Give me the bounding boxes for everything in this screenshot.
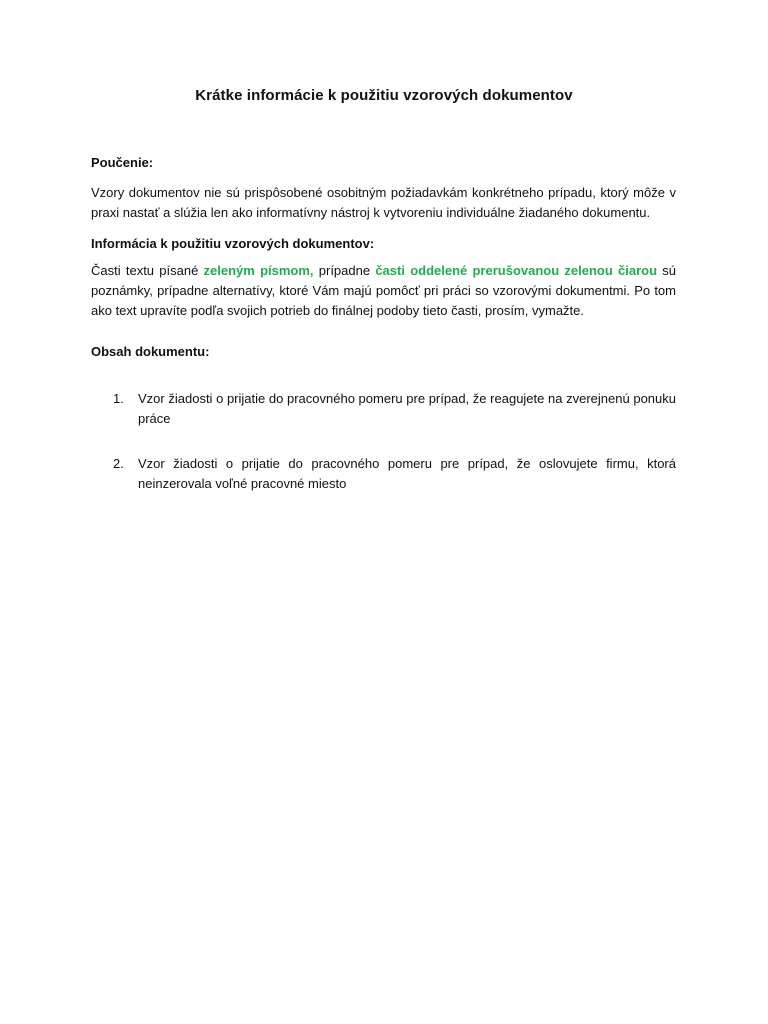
usage-text-part2: prípadne	[313, 263, 376, 278]
usage-text-part3: sú poznámky, prípadne alternatívy, ktoré Vám majú pomôcť pri práci so vzorovými dokumentmi. Po tom ako text upravíte podľa svojich potrieb do finálnej podoby tieto časti, prosím, vymažte.	[91, 263, 677, 318]
contents-heading: Obsah dokumentu:	[91, 344, 210, 359]
list-item-text: Vzor žiadosti o prijatie do pracovného pomeru pre prípad, že oslovujete firmu, ktorá neinzerovala voľné pracovné miesto	[138, 456, 676, 491]
notice-heading: Poučenie:	[91, 155, 154, 170]
list-item-number: 2.	[113, 456, 124, 471]
document-title: Krátke informácie k použitiu vzorových dokumentov	[195, 87, 573, 104]
usage-paragraph	[91, 261, 676, 321]
green-text-highlight: zeleným písmom,	[203, 263, 314, 278]
usage-heading: Informácia k použitiu vzorových dokumentov:	[91, 236, 375, 251]
usage-text-part1: Časti textu písané	[91, 263, 204, 278]
notice-paragraph: Vzory dokumentov nie sú prispôsobené osobitným požiadavkám konkrétneho prípadu, ktorý môže v praxi nastať a slúžia len ako informatívny nástroj k vytvoreniu individuálne žiadaného dokumentu.	[91, 185, 676, 220]
list-item	[91, 389, 676, 429]
list-item	[91, 454, 676, 494]
list-item-text: Vzor žiadosti o prijatie do pracovného pomeru pre prípad, že reagujete na zverejnenú ponuku práce	[138, 391, 676, 426]
green-dashed-highlight: časti oddelené prerušovanou zelenou čiarou	[375, 263, 658, 278]
list-item-number: 1.	[113, 391, 124, 406]
